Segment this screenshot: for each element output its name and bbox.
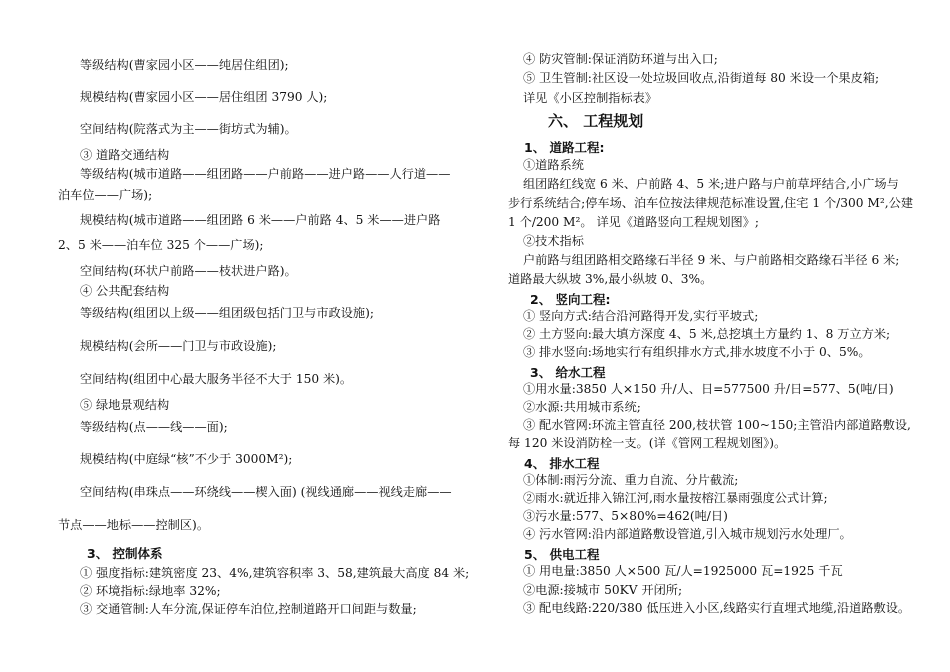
text-line: ① 强度指标:建筑密度 23、4%,建筑容积率 3、58,建筑最大高度 84 米; (80, 566, 470, 580)
text-line: ②雨水:就近排入锦江河,雨水量按榕江暴雨强度公式计算; (523, 491, 828, 505)
text-line: ①体制:雨污分流、重力自流、分片截流; (523, 473, 739, 487)
text-line: 等级结构(组团以上级——组团级包括门卫与市政设施); (80, 306, 374, 320)
section-heading: 2、 竖向工程: (530, 292, 611, 307)
text-line: ④ 污水管网:沿内部道路敷设管道,引入城市规划污水处理厂。 (523, 527, 852, 541)
text-line: ③ 配水管网:环流主管直径 200,枝状管 100~150;主管沿内部道路敷设, (523, 418, 911, 432)
text-line: ③ 道路交通结构 (80, 148, 170, 162)
text-line: ① 竖向方式:结合沿河路得开发,实行平坡式; (523, 309, 759, 323)
text-line: 空间结构(院落式为主——街坊式为辅)。 (80, 122, 297, 136)
section-heading: 3、 给水工程 (530, 365, 606, 380)
section-heading: 5、 供电工程 (524, 547, 600, 562)
text-line: ② 土方竖向:最大填方深度 4、5 米,总挖填土方量约 1、8 万立方米; (523, 327, 891, 341)
section-heading: 3、 控制体系 (87, 546, 163, 561)
text-line: 组团路红线宽 6 米、户前路 4、5 米;进户路与户前草坪结合,小广场与 (523, 177, 899, 191)
text-line: ③ 配电线路:220/380 低压进入小区,线路实行直埋式地缆,沿道路敷设。 (523, 601, 911, 615)
text-line: 2、5 米——泊车位 325 个——广场); (58, 238, 264, 252)
text-line: ① 用电量:3850 人×500 瓦/人=1925000 瓦=1925 千瓦 (523, 564, 843, 578)
text-line: 等级结构(城市道路——组团路——户前路——进户路——人行道—— (80, 167, 451, 181)
text-line: 每 120 米设消防栓一支。(详《管网工程规划图》)。 (508, 436, 787, 450)
text-line: ③ 排水竖向:场地实行有组织排水方式,排水坡度不小于 0、5%。 (523, 345, 871, 359)
text-line: ③污水量:577、5×80%=462(吨/日) (523, 509, 728, 523)
text-line: ②技术指标 (523, 234, 584, 248)
text-line: 泊车位——广场); (58, 188, 153, 202)
text-line: ④ 防灾管制:保证消防环道与出入口; (523, 52, 718, 66)
text-line: 规模结构(曹家园小区——居住组团 3790 人); (80, 90, 328, 104)
text-line: 道路最大纵坡 3%,最小纵坡 0、3%。 (508, 272, 713, 286)
text-line: ②电源:接城市 50KV 开闭所; (523, 583, 683, 597)
text-line: 详见《小区控制指标表》 (523, 91, 658, 105)
text-line: 步行系统结合;停车场、泊车位按法律规范标准设置,住宅 1 个/300 M²,公建 (508, 196, 914, 210)
text-line: 节点——地标——控制区)。 (58, 518, 210, 532)
text-line: 等级结构(曹家园小区——纯居住组团); (80, 58, 289, 72)
text-line: ② 环境指标:绿地率 32%; (80, 584, 221, 598)
text-line: 规模结构(城市道路——组团路 6 米——户前路 4、5 米——进户路 (80, 213, 441, 227)
section-heading: 4、 排水工程 (524, 456, 600, 471)
text-line: ⑤ 卫生管制:社区设一处垃圾回收点,沿街道每 80 米设一个果皮箱; (523, 71, 880, 85)
text-line: 等级结构(点——线——面); (80, 420, 228, 434)
chapter-heading: 六、 工程规划 (548, 112, 644, 130)
text-line: 户前路与组团路相交路缘石半径 9 米、与户前路相交路缘石半径 6 米; (523, 253, 900, 267)
text-line: 空间结构(串珠点——环绕线——楔入面) (视线通廊——视线走廊—— (80, 485, 452, 499)
text-line: 1 个/200 M²。 详见《道路竖向工程规划图》; (508, 215, 760, 229)
text-line: ⑤ 绿地景观结构 (80, 398, 170, 412)
text-line: ②水源:共用城市系统; (523, 400, 641, 414)
text-line: 规模结构(会所——门卫与市政设施); (80, 339, 277, 353)
text-line: 空间结构(环状户前路——枝状进户路)。 (80, 264, 297, 278)
text-line: ④ 公共配套结构 (80, 284, 170, 298)
section-heading: 1、 道路工程: (524, 140, 605, 155)
text-line: ③ 交通管制:人车分流,保证停车泊位,控制道路开口间距与数量; (80, 602, 417, 616)
text-line: ①用水量:3850 人×150 升/人、日=577500 升/日=577、5(吨/日) (523, 382, 894, 396)
text-line: ①道路系统 (523, 158, 584, 172)
text-line: 空间结构(组团中心最大服务半径不大于 150 米)。 (80, 372, 353, 386)
text-line: 规模结构(中庭绿“核”不少于 3000M²); (80, 452, 293, 466)
